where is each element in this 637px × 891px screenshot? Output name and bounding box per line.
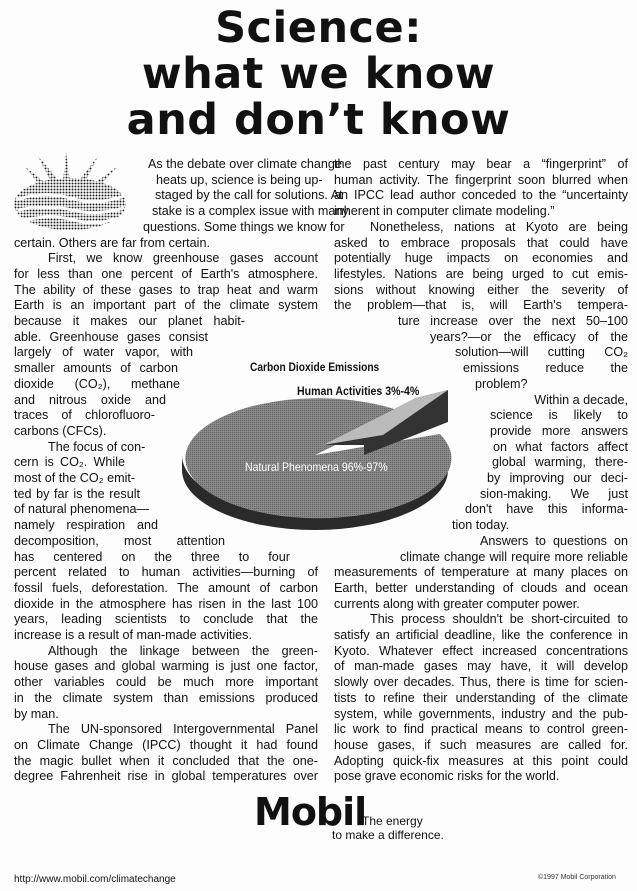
text-line: percent related to human activities—burning of [14, 565, 318, 580]
text-line: Nonetheless, nations at Kyoto are being [370, 219, 628, 234]
text-line: fossil fuels, deforestation. The amount of carbon [14, 580, 318, 595]
text-line: potentially huge impacts on economies and [334, 251, 628, 266]
text-line: increase is a result of man-made activities. [14, 628, 252, 642]
text-line: years?—or the efficacy of the [430, 329, 628, 344]
text-line: As the debate over climate change [148, 157, 342, 171]
text-line: heats up, science is being up- [156, 172, 323, 187]
text-line: inherent in computer climate modeling.” [334, 204, 555, 219]
text-line: slowly over decades. Thus, there is time for scien- [334, 675, 628, 690]
text-line: decomposition, most attention [14, 533, 225, 548]
text-line: First, we know greenhouse gases account [48, 251, 318, 266]
text-line: in the climate system than emissions produced [14, 690, 318, 705]
text-line: emissions reduce the [463, 361, 628, 376]
headline-line-1: Science: [215, 3, 422, 53]
tagline-line-1: The energy [362, 814, 423, 828]
text-line: dioxide in the atmosphere has risen in the last 100 [14, 596, 318, 611]
pie-label-human-activities: Human Activities 3%-4% [297, 384, 420, 398]
text-line: This process shouldn't be short-circuited to [370, 612, 628, 627]
headline-line-3: and don’t know [126, 95, 511, 145]
text-line: measurements of temperature at many places on [334, 565, 628, 580]
text-line: other variables could be much more important [14, 675, 318, 690]
text-line: global warming, there- [492, 455, 628, 470]
text-line: system, while governments, industry and the pub- [334, 706, 628, 721]
text-line: lifestyles. Nations are being urged to cut emis- [334, 266, 628, 281]
text-line: stake is a complex issue with many [152, 204, 349, 219]
text-line: science is likely to [490, 408, 628, 423]
text-line: climate change will require more reliable [400, 549, 628, 564]
text-line: able. Greenhouse gases consist [14, 329, 208, 344]
chart-title: Carbon Dioxide Emissions [250, 360, 380, 374]
text-line: house gases and global warming is just one factor, [14, 659, 318, 674]
pie-label-natural-phenomena: Natural Phenomena 96%-97% [245, 460, 388, 474]
copyright: ©1997 Mobil Corporation [538, 874, 616, 881]
text-line: most of the CO₂ emit- [14, 471, 136, 485]
text-line: Within a decade, [534, 392, 628, 407]
text-line: questions. Some things we know for [143, 219, 345, 234]
text-line: Earth is an important part of the climate system [14, 298, 318, 313]
text-line: The ability of these gases to trap heat and warm [14, 282, 318, 297]
tagline-line-2: to make a difference. [332, 828, 444, 842]
text-line: cern is CO₂. While [14, 455, 125, 470]
text-line: The focus of con- [48, 439, 146, 454]
text-line: of man-made gases may have, it will develop [334, 659, 628, 674]
text-line: ted by far is the result [14, 486, 140, 501]
text-line: because it makes our planet habit- [14, 314, 245, 328]
text-line: years, leading scientists to conclude that the [14, 612, 318, 627]
text-line: the past century may bear a “fingerprint” of [334, 157, 628, 171]
text-line: sions without knowing either the severity of [334, 282, 628, 297]
text-line: solution—will cutting CO₂ [455, 345, 628, 360]
website-url[interactable]: http://www.mobil.com/climatechange [14, 874, 176, 885]
text-line: smaller amounts of carbon [14, 361, 178, 376]
text-line: an IPCC lead author conceded to the “uncertainty [334, 188, 628, 203]
text-line: on Climate Change (IPCC) thought it had found [14, 737, 318, 752]
text-line: provide more answers [490, 423, 628, 438]
text-line: currents along with greater computer power. [334, 596, 580, 611]
text-line: has centered on the three to four [14, 549, 290, 564]
text-line: human activity. The fingerprint soon blurred when [334, 172, 628, 187]
text-line: Kyoto. Whatever effect increased concentrations [334, 643, 628, 658]
text-line: lic work to find practical means to control green- [334, 722, 628, 737]
mobil-logo: Mobil [254, 790, 367, 834]
text-line: namely respiration and [14, 518, 158, 533]
text-line: Answers to questions on [480, 533, 628, 548]
text-line: problem? [475, 376, 528, 391]
text-line: degree Fahrenheit rise in global temperatures over [14, 769, 318, 784]
text-line: on what factors affect [493, 439, 628, 454]
text-line: and nitrous oxide and [14, 392, 166, 407]
text-line: sion-making. We just [480, 486, 628, 501]
text-line: Earth, better understanding of clouds and ocean [334, 580, 628, 595]
text-line: Adopting quick-fix measures at this point could [334, 753, 628, 768]
text-line: traces of chlorofluoro- [14, 408, 155, 423]
text-line: carbons (CFCs). [14, 423, 107, 438]
text-line: by improving our deci- [487, 471, 628, 485]
text-line: by man. [14, 706, 59, 721]
text-line: asked to embrace proposals that could have [334, 235, 628, 250]
text-line: the problem—that is, will Earth's tempera- [334, 298, 628, 313]
text-line: tion today. [452, 518, 510, 533]
text-line: ture increase over the next 50–100 [398, 314, 628, 328]
text-line: satisfy an artificial deadline, like the conference in [334, 628, 628, 642]
text-line: Although the linkage between the green- [48, 643, 318, 658]
text-line: The UN-sponsored Intergovernmental Panel [48, 722, 318, 737]
text-line: don't have this informa- [465, 502, 628, 517]
text-line: largely of water vapor, with [14, 345, 193, 360]
text-line: for less than one percent of Earth's atmosphere. [14, 266, 318, 281]
earth-sunrise-icon [8, 152, 138, 234]
text-line: dioxide (CO₂), methane [14, 376, 180, 391]
text-line: staged by the call for solutions. At [155, 188, 343, 203]
text-line: tists to refine their understanding of the climate [334, 690, 628, 705]
text-line: house gases, if such measures are called for. [334, 737, 628, 752]
text-line: the magic bullet when it concluded that the one- [14, 753, 318, 768]
headline-line-2: what we know [141, 49, 496, 99]
text-line: pose grave economic risks for the world. [334, 769, 560, 784]
text-line: certain. Others are far from certain. [14, 235, 210, 250]
text-line: of natural phenomena— [14, 502, 150, 517]
